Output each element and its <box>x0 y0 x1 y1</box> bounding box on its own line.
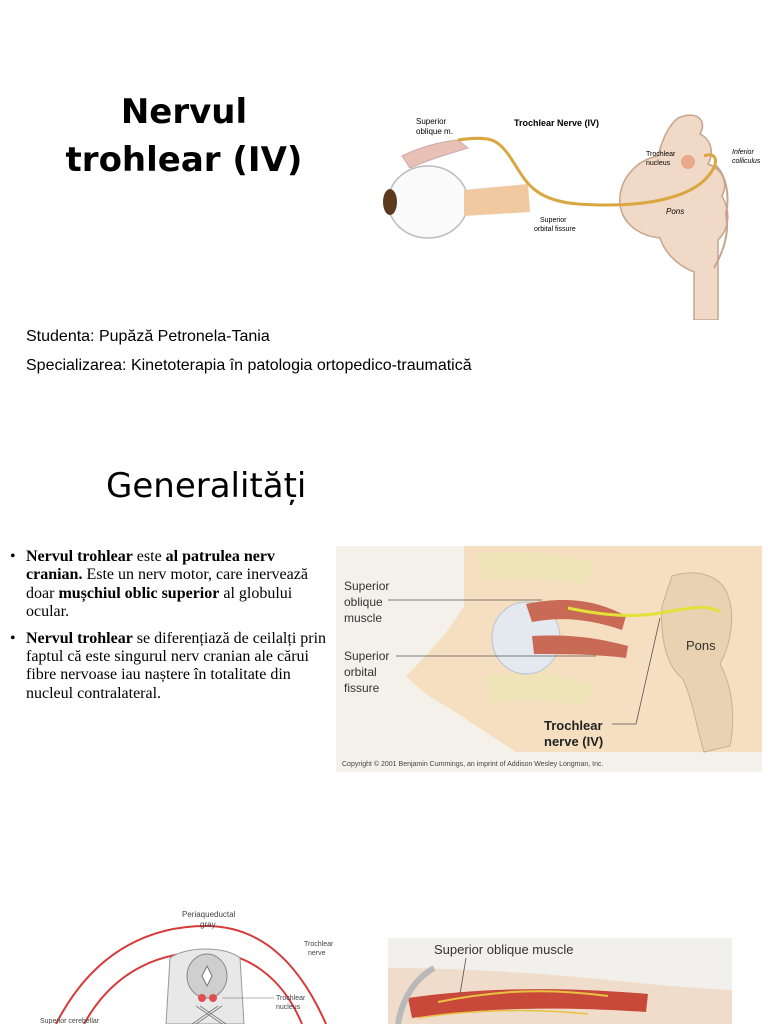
superior-oblique-figure <box>388 938 732 1024</box>
bullet-2-text-1: se diferențiază de ceilalți prin faptul că este singurul nerv cranian ale cărui fibre nervoase iau naștere în totalitate din nucleul contralateral. <box>26 629 327 702</box>
superior-oblique-muscle <box>402 140 468 168</box>
label-nucleus-1: Trochlear <box>646 151 676 158</box>
midbrain-section-figure <box>36 906 336 1024</box>
label-superior-oblique-1: Superior <box>416 117 447 126</box>
label-trochlear-nerve-2: nerve <box>308 950 326 957</box>
bullet-1-text-2: Este un nerv motor, care inervează doar <box>26 566 308 602</box>
label-trochlear-nerve-1: Trochlear <box>304 941 334 948</box>
label-inferior-1: Inferior <box>732 149 754 156</box>
iris <box>383 189 397 215</box>
label-fissure-2: orbital fissure <box>534 226 576 233</box>
brainstem-shape <box>620 115 728 320</box>
label-inferior-2: colliculus <box>732 158 760 165</box>
trochlear-nucleus-right <box>209 994 217 1002</box>
label-periaqueductal-1: Periaqueductal <box>182 910 236 919</box>
student-name: Pupăză Petronela-Tania <box>98 328 270 345</box>
label-trochlear-1: Trochlear <box>544 718 603 733</box>
label-trochlear-2: nerve (IV) <box>544 734 604 749</box>
label-superior-cerebellar: Superior cerebellar <box>40 1018 100 1024</box>
specialization-line <box>26 357 472 375</box>
title-line-2: trohlear (IV) <box>65 140 303 180</box>
slide-2-title: Generalități <box>106 466 307 506</box>
bullet-2-bold-1: Nervul trohlear <box>26 629 133 647</box>
orbit-anatomy-figure <box>336 546 762 772</box>
bullet-1-text-1: este <box>132 548 166 565</box>
bullet-1-text-3: al globului ocular. <box>26 584 293 621</box>
label-nucleus-2: nucleus <box>646 160 671 167</box>
bullet-1 <box>10 548 330 622</box>
bullet-list <box>10 548 330 711</box>
label-pons: Pons <box>686 638 716 653</box>
slide-1 <box>0 0 768 400</box>
student-line <box>26 328 270 346</box>
label-orbital-fissure-1: Superior <box>344 649 390 663</box>
label-orbital-fissure-3: fissure <box>344 681 380 695</box>
eyeball <box>388 166 468 238</box>
student-label: Studenta: <box>26 328 95 345</box>
label-superior-oblique-1: Superior <box>344 579 390 593</box>
spec-value: Kinetoterapia în patologia ortopedico-traumatică <box>130 357 472 374</box>
spec-label: Specializarea: <box>26 357 127 374</box>
label-superior-oblique-2: oblique <box>344 595 383 609</box>
label-trochlear-nucleus-2: nucleus <box>276 1004 301 1011</box>
optic-nerve <box>464 184 530 216</box>
bullet-1-bold-3: mușchiul oblic superior <box>58 584 220 602</box>
label-superior-oblique-3: muscle <box>344 611 383 625</box>
bullet-2 <box>10 630 330 704</box>
label-fissure-1: Superior <box>540 217 567 224</box>
bullet-1-bold-2: al patrulea nerv cranian. <box>26 548 275 584</box>
label-periaqueductal-2: gray <box>200 920 216 929</box>
label-superior-oblique-muscle: Superior oblique muscle <box>434 942 574 957</box>
figure-copyright: Copyright © 2001 Benjamin Cummings, an imprint of Addison Wesley Longman, Inc. <box>342 761 604 768</box>
figure-title: Trochlear Nerve (IV) <box>514 118 600 128</box>
title-line-1: Nervul <box>120 92 248 132</box>
label-trochlear-nucleus-1: Trochlear <box>276 995 306 1002</box>
label-pons: Pons <box>666 207 685 216</box>
label-orbital-fissure-2: orbital <box>344 665 377 679</box>
bullet-1-bold-1: Nervul trohlear <box>26 548 133 565</box>
trochlear-nucleus-left <box>198 994 206 1002</box>
label-superior-oblique-2: oblique m. <box>416 127 453 136</box>
trochlear-pathway-figure <box>378 104 760 320</box>
trochlear-nucleus-dot <box>681 155 695 169</box>
slide-1-title <box>40 88 328 184</box>
